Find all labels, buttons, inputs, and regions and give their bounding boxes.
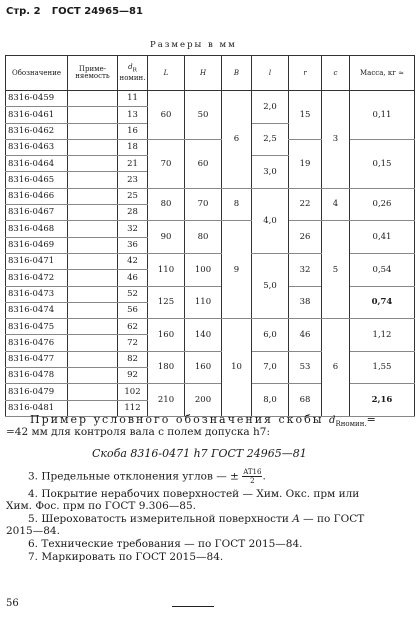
col-L: L [148, 56, 185, 91]
item-5-line-1 [28, 513, 364, 525]
cell-mass: 0,11 [350, 91, 415, 140]
table-row [6, 351, 415, 367]
cell-mass: 0,41 [350, 221, 415, 254]
table-caption: Размеры в мм [150, 40, 237, 50]
cell-r: 68 [289, 384, 322, 417]
col-c: c [322, 56, 350, 91]
item-6: 6. Технические требования — по ГОСТ 2015—84. [28, 538, 303, 550]
cell-H: 60 [185, 139, 222, 188]
table-row [6, 139, 415, 155]
col-oboz: Обозначение [6, 56, 68, 91]
item-5-text: 5. Шероховатость измерительной поверхности [28, 513, 289, 525]
cell-prim [68, 384, 118, 400]
cell-prim [68, 139, 118, 155]
cell-d: 72 [118, 335, 148, 351]
cell-oboz: 8316-0468 [6, 221, 68, 237]
table-row [6, 188, 415, 204]
cell-r: 32 [289, 253, 322, 286]
item-3-text: 3. Предельные отклонения углов — ± [28, 470, 239, 483]
cell-oboz: 8316-0464 [6, 156, 68, 172]
cell-B: 10 [222, 319, 252, 417]
cell-H: 100 [185, 253, 222, 286]
cell-B: 6 [222, 91, 252, 189]
cell-L: 210 [148, 384, 185, 417]
cell-d: 13 [118, 107, 148, 123]
cell-prim [68, 270, 118, 286]
example-d-sub: Rномин. [335, 420, 367, 429]
cell-r: 26 [289, 221, 322, 254]
cell-r: 53 [289, 351, 322, 384]
item-4-line-1: 4. Покрытие нерабочих поверхностей — Хим. Окс. прм или [28, 488, 360, 500]
cell-d: 16 [118, 123, 148, 139]
item-3-numerator: AT16 [243, 468, 262, 476]
col-prim: Приме- няемость [68, 56, 118, 91]
cell-oboz: 8316-0474 [6, 302, 68, 318]
cell-r: 46 [289, 319, 322, 352]
cell-d: 112 [118, 400, 148, 416]
cell-r: 22 [289, 188, 322, 221]
cell-d: 23 [118, 172, 148, 188]
cell-H: 160 [185, 351, 222, 384]
cell-L: 70 [148, 139, 185, 188]
cell-c: 4 [322, 188, 350, 221]
cell-d: 18 [118, 139, 148, 155]
cell-l: 7,0 [252, 351, 289, 384]
table-row [6, 319, 415, 335]
cell-prim [68, 123, 118, 139]
item-7: 7. Маркировать по ГОСТ 2015—84. [28, 551, 224, 563]
cell-prim [68, 302, 118, 318]
cell-d: 82 [118, 351, 148, 367]
cell-L: 160 [148, 319, 185, 352]
cell-l: 5,0 [252, 253, 289, 318]
cell-L: 125 [148, 286, 185, 319]
cell-d: 28 [118, 205, 148, 221]
cell-oboz: 8316-0479 [6, 384, 68, 400]
col-mass: Масса, кг ≈ [350, 56, 415, 91]
cell-d: 62 [118, 319, 148, 335]
cell-r: 15 [289, 91, 322, 140]
cell-prim [68, 156, 118, 172]
item-4-line-2: Хим. Фос. прм по ГОСТ 9.306—85. [6, 500, 196, 512]
cell-d: 11 [118, 91, 148, 107]
cell-d: 42 [118, 253, 148, 269]
cell-mass: 2,16 [350, 384, 415, 417]
cell-oboz: 8316-0461 [6, 107, 68, 123]
cell-c: 3 [322, 91, 350, 189]
example-line-2: =42 мм для контроля вала с полем допуска h7: [6, 426, 270, 438]
col-d-nom: номин. [119, 73, 146, 82]
col-H: H [185, 56, 222, 91]
cell-mass: 0,54 [350, 253, 415, 286]
cell-oboz: 8316-0477 [6, 351, 68, 367]
cell-c: 5 [322, 221, 350, 319]
col-r: r [289, 56, 322, 91]
cell-L: 60 [148, 91, 185, 140]
cell-oboz: 8316-0465 [6, 172, 68, 188]
page-label: Стр. 2 [6, 6, 41, 17]
example-text: Пример условного обозначения скобы [30, 413, 324, 426]
cell-oboz: 8316-0469 [6, 237, 68, 253]
dimensions-table [5, 55, 415, 417]
cell-L: 110 [148, 253, 185, 286]
cell-prim [68, 107, 118, 123]
cell-oboz: 8316-0467 [6, 205, 68, 221]
cell-l: 3,0 [252, 156, 289, 189]
footer-rule [172, 606, 214, 607]
table-row [6, 221, 415, 237]
cell-H: 140 [185, 319, 222, 352]
table-row [6, 91, 415, 107]
col-d [118, 56, 148, 91]
example-eq: = [366, 413, 378, 426]
col-d-symbol: d [128, 63, 133, 72]
cell-mass: 1,12 [350, 319, 415, 352]
cell-oboz: 8316-0471 [6, 253, 68, 269]
cell-prim [68, 221, 118, 237]
cell-r: 38 [289, 286, 322, 319]
cell-oboz: 8316-0472 [6, 270, 68, 286]
cell-prim [68, 91, 118, 107]
col-d-sub: R [132, 67, 137, 74]
item-3-denominator: 2 [250, 477, 255, 485]
cell-mass: 0,26 [350, 188, 415, 221]
gost-number: ГОСТ 24965—81 [51, 6, 143, 17]
cell-L: 180 [148, 351, 185, 384]
cell-d: 52 [118, 286, 148, 302]
cell-l: 6,0 [252, 319, 289, 352]
cell-prim [68, 205, 118, 221]
cell-l: 8,0 [252, 384, 289, 417]
cell-prim [68, 351, 118, 367]
table-row [6, 253, 415, 269]
page-number: 56 [6, 598, 19, 609]
cell-prim [68, 319, 118, 335]
example-d-symbol: d [329, 415, 336, 426]
cell-d: 21 [118, 156, 148, 172]
cell-d: 46 [118, 270, 148, 286]
item-3 [28, 468, 266, 485]
cell-L: 90 [148, 221, 185, 254]
example-designation: Скоба 8316-0471 h7 ГОСТ 24965—81 [92, 447, 307, 460]
cell-H: 200 [185, 384, 222, 417]
cell-d: 32 [118, 221, 148, 237]
cell-oboz: 8316-0476 [6, 335, 68, 351]
cell-oboz: 8316-0459 [6, 91, 68, 107]
item-5-line-2: 2015—84. [6, 525, 60, 537]
item-5-symbol: A [292, 513, 300, 525]
cell-oboz: 8316-0481 [6, 400, 68, 416]
page-header [6, 6, 143, 17]
cell-d: 36 [118, 237, 148, 253]
cell-d: 25 [118, 188, 148, 204]
cell-prim [68, 237, 118, 253]
cell-oboz: 8316-0462 [6, 123, 68, 139]
item-5-tail: — по ГОСТ [303, 513, 365, 525]
cell-L: 80 [148, 188, 185, 221]
cell-mass: 0,15 [350, 139, 415, 188]
cell-d: 56 [118, 302, 148, 318]
cell-prim [68, 172, 118, 188]
item-3-end: . [262, 470, 266, 483]
cell-c: 6 [322, 319, 350, 417]
cell-prim [68, 335, 118, 351]
cell-oboz: 8316-0475 [6, 319, 68, 335]
cell-oboz: 8316-0463 [6, 139, 68, 155]
cell-l: 4,0 [252, 188, 289, 253]
cell-prim [68, 368, 118, 384]
cell-mass: 1,55 [350, 351, 415, 384]
cell-oboz: 8316-0478 [6, 368, 68, 384]
cell-d: 102 [118, 384, 148, 400]
table-row [6, 384, 415, 400]
cell-H: 50 [185, 91, 222, 140]
table-row [6, 286, 415, 302]
cell-l: 2,5 [252, 123, 289, 156]
cell-l: 2,0 [252, 91, 289, 124]
cell-oboz: 8316-0473 [6, 286, 68, 302]
cell-r: 19 [289, 139, 322, 188]
cell-H: 70 [185, 188, 222, 221]
cell-H: 80 [185, 221, 222, 254]
cell-d: 92 [118, 368, 148, 384]
cell-prim [68, 286, 118, 302]
cell-H: 110 [185, 286, 222, 319]
col-B: B [222, 56, 252, 91]
cell-prim [68, 188, 118, 204]
cell-B: 9 [222, 221, 252, 319]
cell-B: 8 [222, 188, 252, 221]
cell-oboz: 8316-0466 [6, 188, 68, 204]
col-l: l [252, 56, 289, 91]
item-3-fraction [242, 468, 262, 485]
cell-prim [68, 253, 118, 269]
cell-mass: 0,74 [350, 286, 415, 319]
